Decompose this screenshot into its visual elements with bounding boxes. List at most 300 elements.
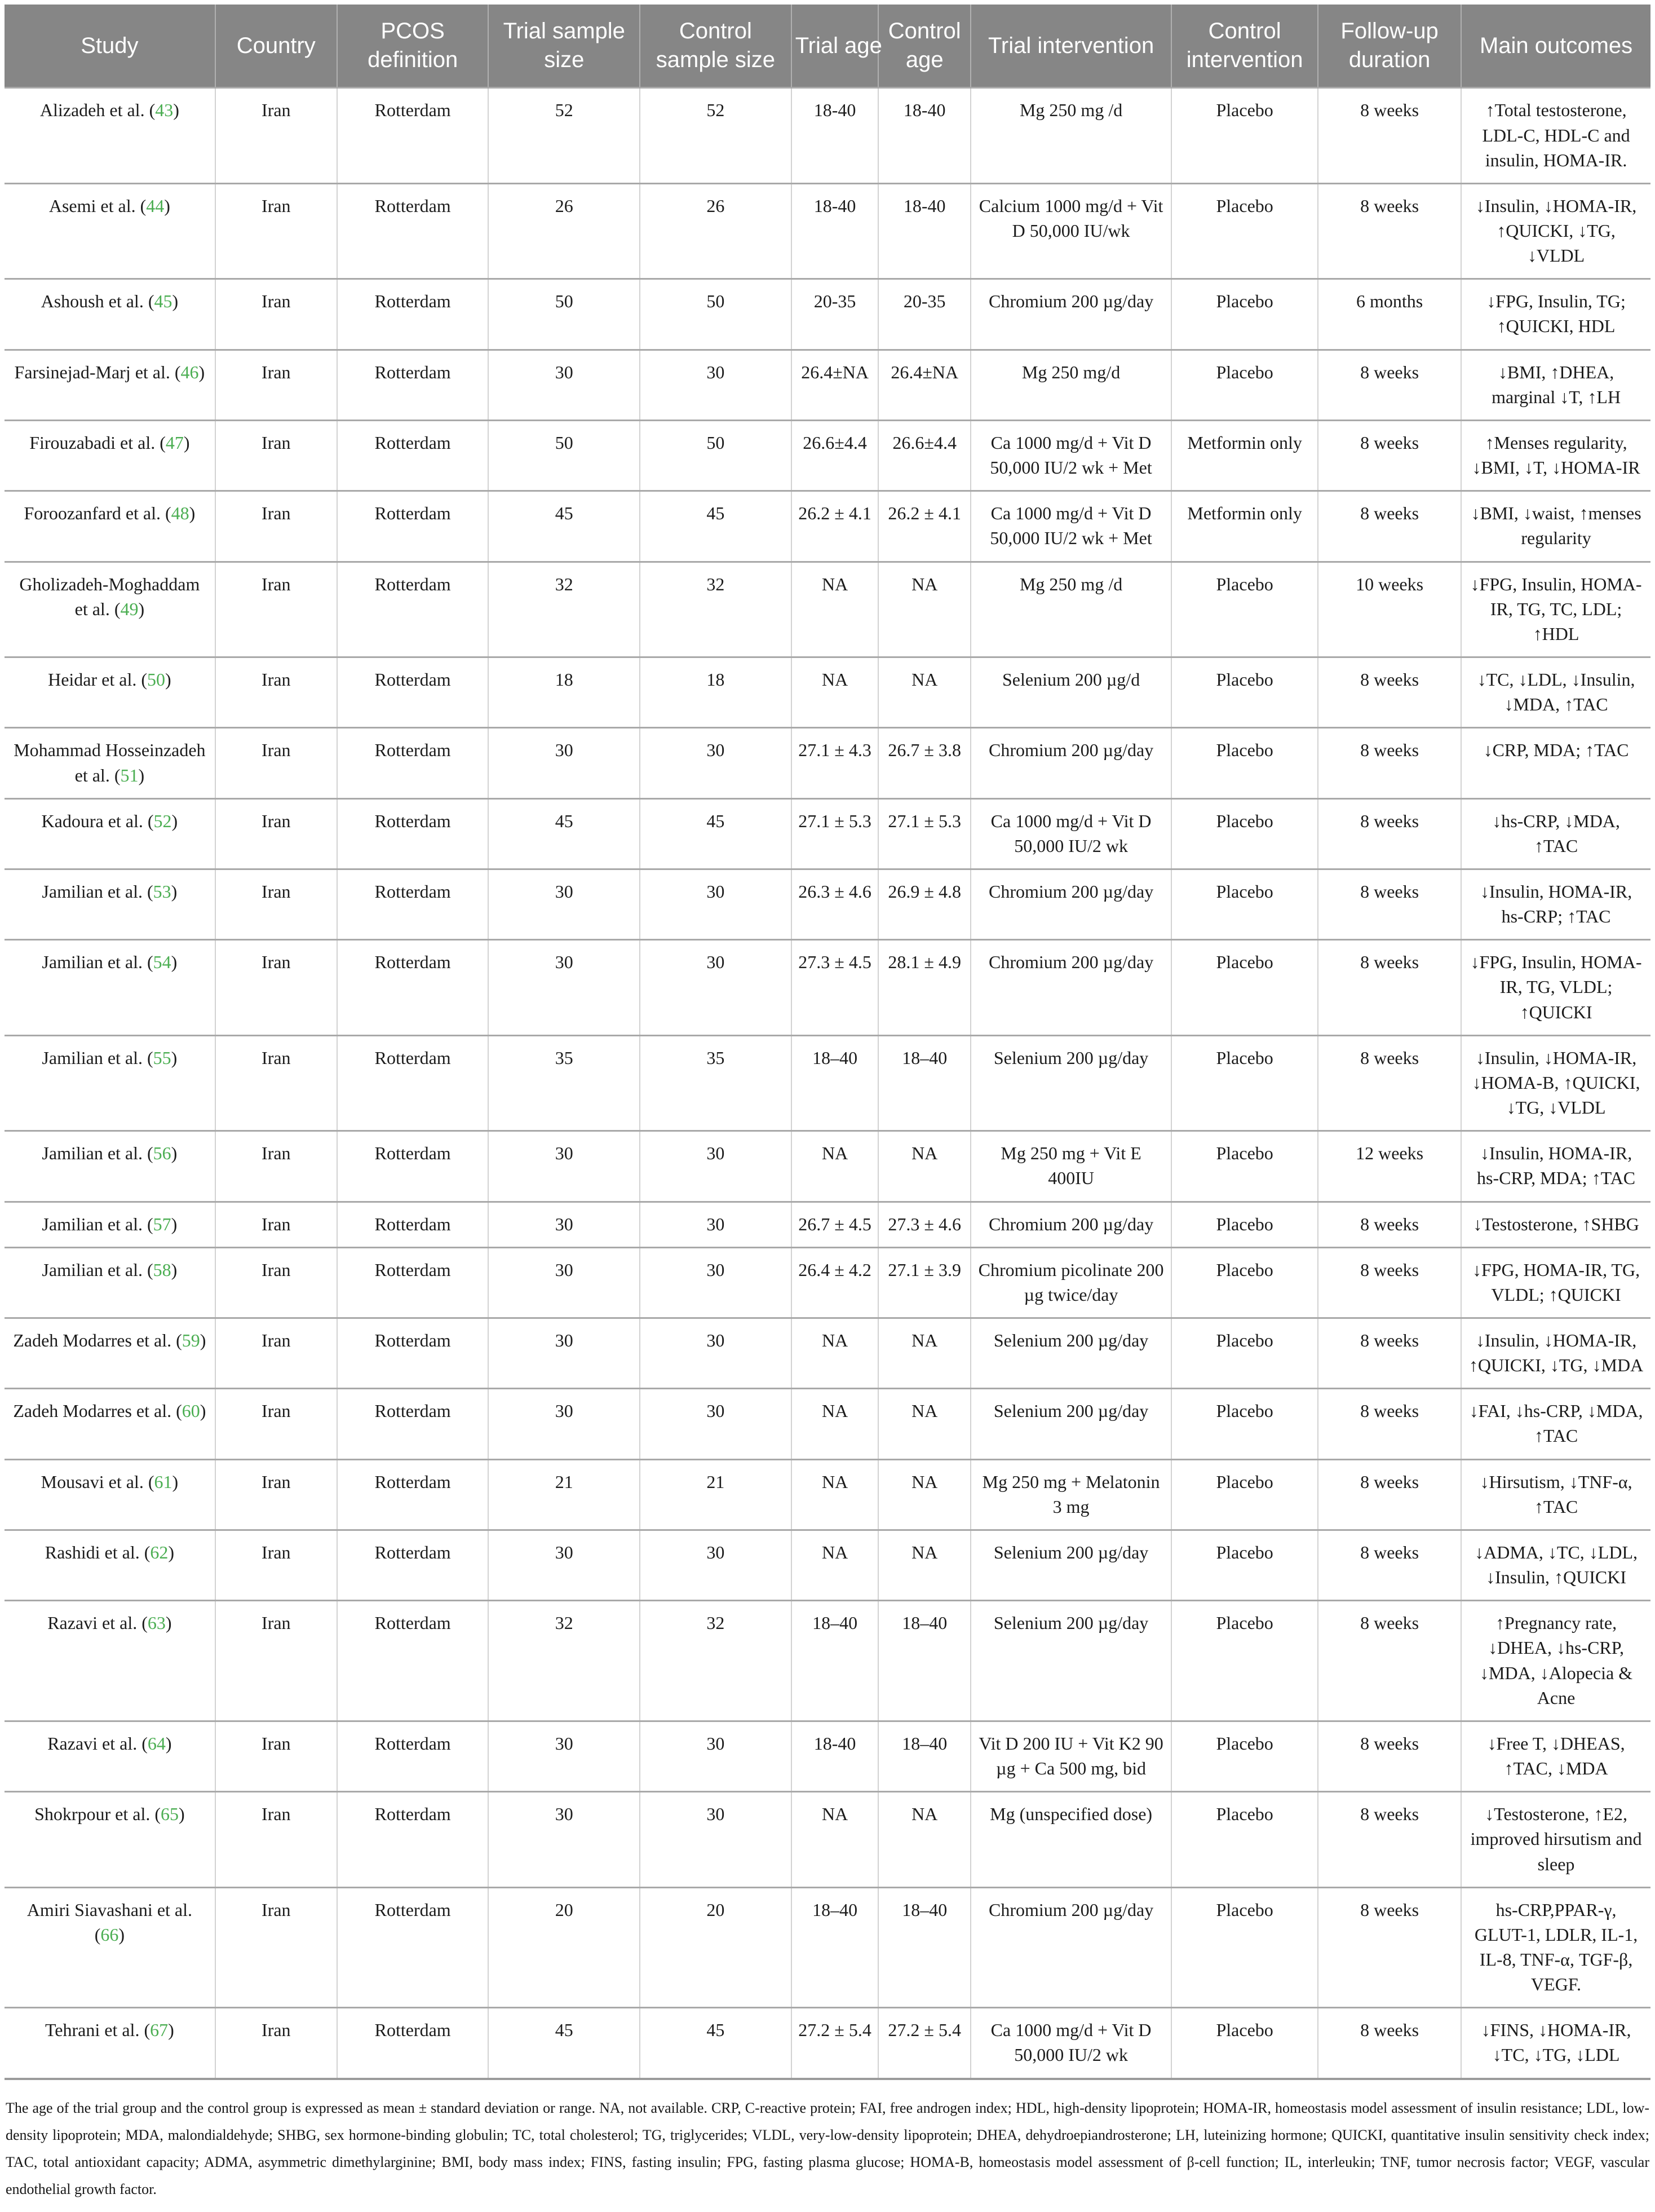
- table-row: [5, 657, 1650, 728]
- trial-intervention-cell: Calcium 1000 mg/d + Vit D 50,000 IU/wk: [971, 183, 1171, 279]
- outcomes-cell: ↓TC, ↓LDL, ↓Insulin, ↓MDA, ↑TAC: [1461, 657, 1650, 728]
- control-n-cell: 30: [640, 1318, 791, 1389]
- control-n-cell: 30: [640, 869, 791, 939]
- trial-age-cell: NA: [791, 1792, 879, 1887]
- column-header-trial-age: Trial age: [791, 5, 879, 88]
- reference-link[interactable]: 66: [100, 1924, 119, 1945]
- reference-link[interactable]: 65: [161, 1804, 179, 1825]
- control-age-cell: NA: [878, 1318, 971, 1389]
- reference-link[interactable]: 54: [153, 952, 171, 973]
- outcomes-cell: ↑Menses regularity, ↓BMI, ↓T, ↓HOMA-IR: [1461, 420, 1650, 491]
- control-age-cell: 18-40: [878, 183, 971, 279]
- table-row: [5, 1247, 1650, 1318]
- followup-cell: 8 weeks: [1318, 1792, 1461, 1887]
- reference-link[interactable]: 50: [147, 669, 165, 690]
- country-cell: Iran: [215, 1601, 337, 1721]
- country-cell: Iran: [215, 1389, 337, 1459]
- table-row: [5, 798, 1650, 869]
- followup-cell: 8 weeks: [1318, 1318, 1461, 1389]
- country-cell: Iran: [215, 1202, 337, 1247]
- outcomes-cell: ↓FINS, ↓HOMA-IR, ↓TC, ↓TG, ↓LDL: [1461, 2008, 1650, 2079]
- table-row: [5, 1721, 1650, 1791]
- reference-link[interactable]: 52: [153, 810, 172, 831]
- control-age-cell: 28.1 ± 4.9: [878, 940, 971, 1035]
- trial-n-cell: 45: [488, 798, 640, 869]
- study-cell: Gholizadeh-Moghaddam et al. (49): [5, 562, 215, 657]
- country-cell: Iran: [215, 1721, 337, 1791]
- trial-age-cell: 18-40: [791, 88, 879, 183]
- control-age-cell: 27.1 ± 3.9: [878, 1247, 971, 1318]
- trial-n-cell: 30: [488, 1389, 640, 1459]
- control-age-cell: 26.4±NA: [878, 350, 971, 420]
- reference-link[interactable]: 59: [182, 1330, 200, 1350]
- outcomes-cell: ↓Insulin, HOMA-IR, hs-CRP; ↑TAC: [1461, 869, 1650, 939]
- table-row: [5, 1389, 1650, 1459]
- followup-cell: 8 weeks: [1318, 1459, 1461, 1530]
- table-row: [5, 1131, 1650, 1202]
- study-cell: Jamilian et al. (53): [5, 869, 215, 939]
- table-header: [5, 5, 1650, 88]
- control-age-cell: 20-35: [878, 279, 971, 350]
- trial-intervention-cell: Selenium 200 µg/d: [971, 657, 1171, 728]
- pcos-definition-cell: Rotterdam: [337, 798, 489, 869]
- control-n-cell: 50: [640, 420, 791, 491]
- pcos-definition-cell: Rotterdam: [337, 1601, 489, 1721]
- trial-age-cell: 27.1 ± 4.3: [791, 728, 879, 798]
- trial-age-cell: 26.6±4.4: [791, 420, 879, 491]
- studies-table: [5, 5, 1650, 2080]
- study-cell: Farsinejad-Marj et al. (46): [5, 350, 215, 420]
- control-n-cell: 20: [640, 1887, 791, 2008]
- trial-age-cell: 27.3 ± 4.5: [791, 940, 879, 1035]
- country-cell: Iran: [215, 279, 337, 350]
- trial-intervention-cell: Selenium 200 µg/day: [971, 1389, 1171, 1459]
- trial-intervention-cell: Vit D 200 IU + Vit K2 90 µg + Ca 500 mg, bid: [971, 1721, 1171, 1791]
- control-n-cell: 30: [640, 940, 791, 1035]
- control-intervention-cell: Placebo: [1171, 2008, 1318, 2079]
- study-cell: Razavi et al. (64): [5, 1721, 215, 1791]
- outcomes-cell: ↓Insulin, ↓HOMA-IR, ↓HOMA-B, ↑QUICKI, ↓TG, ↓VLDL: [1461, 1035, 1650, 1131]
- column-header-study: Study: [5, 5, 215, 88]
- trial-intervention-cell: Chromium 200 µg/day: [971, 1887, 1171, 2008]
- trial-age-cell: 18-40: [791, 183, 879, 279]
- study-cell: Tehrani et al. (67): [5, 2008, 215, 2079]
- trial-n-cell: 30: [488, 1247, 640, 1318]
- control-age-cell: 27.1 ± 5.3: [878, 798, 971, 869]
- table-row: [5, 1202, 1650, 1247]
- trial-n-cell: 30: [488, 1318, 640, 1389]
- trial-intervention-cell: Mg (unspecified dose): [971, 1792, 1171, 1887]
- control-intervention-cell: Placebo: [1171, 798, 1318, 869]
- table-row: [5, 1887, 1650, 2008]
- control-n-cell: 30: [640, 1389, 791, 1459]
- trial-n-cell: 32: [488, 1601, 640, 1721]
- column-header-control-age: Control age: [878, 5, 971, 88]
- trial-age-cell: 26.4 ± 4.2: [791, 1247, 879, 1318]
- table-footnote: The age of the trial group and the control group is expressed as mean ± standard deviation or range. NA, not available. CRP, C-reactive protein; FAI, free androgen index; HDL, high-density lipoprotein; HOMA-IR, homeostasis model assessment of insulin resistance; LDL, low-density lipoprotein; MDA, malondialdehyde; SHBG, sex hormone-binding globulin; TC, total cholesterol; TG, triglycerides; VLDL, very-low-density lipoprotein; DHEA, dehydroepiandrosterone; LH, luteinizing hormone; QUICKI, quantitative insulin sensitivity check index; TAC, total antioxidant capacity; ADMA, asymmetric dimethylarginine; BMI, body mass index; FINS, fasting insulin; FPG, fasting plasma glucose; HOMA-B, homeostasis model assessment of β-cell function; IL, interleukin; TNF, tumor necrosis factor; VEGF, vascular endothelial growth factor.: [6, 2099, 1649, 2197]
- trial-n-cell: 50: [488, 279, 640, 350]
- outcomes-cell: ↓Insulin, ↓HOMA-IR, ↑QUICKI, ↓TG, ↓MDA: [1461, 1318, 1650, 1389]
- country-cell: Iran: [215, 491, 337, 562]
- reference-link[interactable]: 46: [180, 361, 199, 382]
- control-n-cell: 30: [640, 1530, 791, 1600]
- reference-link[interactable]: 47: [165, 432, 184, 453]
- country-cell: Iran: [215, 1792, 337, 1887]
- trial-intervention-cell: Mg 250 mg /d: [971, 88, 1171, 183]
- pcos-definition-cell: Rotterdam: [337, 420, 489, 491]
- trial-intervention-cell: Selenium 200 µg/day: [971, 1318, 1171, 1389]
- pcos-definition-cell: Rotterdam: [337, 657, 489, 728]
- control-age-cell: 26.6±4.4: [878, 420, 971, 491]
- control-age-cell: NA: [878, 1530, 971, 1600]
- outcomes-cell: ↓hs-CRP, ↓MDA, ↑TAC: [1461, 798, 1650, 869]
- country-cell: Iran: [215, 1459, 337, 1530]
- control-intervention-cell: Placebo: [1171, 1131, 1318, 1202]
- trial-intervention-cell: Ca 1000 mg/d + Vit D 50,000 IU/2 wk + Met: [971, 491, 1171, 562]
- study-cell: Zadeh Modarres et al. (60): [5, 1389, 215, 1459]
- trial-n-cell: 26: [488, 183, 640, 279]
- country-cell: Iran: [215, 88, 337, 183]
- study-cell: Mohammad Hosseinzadeh et al. (51): [5, 728, 215, 798]
- trial-n-cell: 30: [488, 1202, 640, 1247]
- study-cell: Zadeh Modarres et al. (59): [5, 1318, 215, 1389]
- control-age-cell: 18-40: [878, 88, 971, 183]
- study-cell: Rashidi et al. (62): [5, 1530, 215, 1600]
- reference-link[interactable]: 56: [153, 1143, 171, 1164]
- followup-cell: 8 weeks: [1318, 1721, 1461, 1791]
- pcos-definition-cell: Rotterdam: [337, 1459, 489, 1530]
- reference-link[interactable]: 43: [155, 100, 174, 121]
- table-header-row: [5, 5, 1650, 88]
- trial-n-cell: 30: [488, 869, 640, 939]
- control-age-cell: NA: [878, 1389, 971, 1459]
- country-cell: Iran: [215, 1247, 337, 1318]
- country-cell: Iran: [215, 869, 337, 939]
- control-intervention-cell: Placebo: [1171, 1318, 1318, 1389]
- study-cell: Jamilian et al. (56): [5, 1131, 215, 1202]
- outcomes-cell: ↓Testosterone, ↑E2, improved hirsutism and sleep: [1461, 1792, 1650, 1887]
- pcos-definition-cell: Rotterdam: [337, 869, 489, 939]
- country-cell: Iran: [215, 2008, 337, 2079]
- outcomes-cell: ↓Hirsutism, ↓TNF-α, ↑TAC: [1461, 1459, 1650, 1530]
- followup-cell: 8 weeks: [1318, 1530, 1461, 1600]
- column-header-follow-up-duration: Follow-up duration: [1318, 5, 1461, 88]
- control-age-cell: 26.7 ± 3.8: [878, 728, 971, 798]
- control-age-cell: 18–40: [878, 1035, 971, 1131]
- control-age-cell: 18–40: [878, 1887, 971, 2008]
- control-age-cell: 18–40: [878, 1601, 971, 1721]
- trial-age-cell: 18-40: [791, 1721, 879, 1791]
- trial-n-cell: 20: [488, 1887, 640, 2008]
- country-cell: Iran: [215, 183, 337, 279]
- column-header-control-sample-size: Control sample size: [640, 5, 791, 88]
- control-intervention-cell: Placebo: [1171, 1792, 1318, 1887]
- trial-n-cell: 21: [488, 1459, 640, 1530]
- reference-link[interactable]: 67: [150, 2020, 169, 2041]
- control-n-cell: 30: [640, 728, 791, 798]
- followup-cell: 8 weeks: [1318, 1887, 1461, 2008]
- country-cell: Iran: [215, 798, 337, 869]
- control-age-cell: NA: [878, 1459, 971, 1530]
- followup-cell: 8 weeks: [1318, 1247, 1461, 1318]
- trial-intervention-cell: Chromium 200 µg/day: [971, 1202, 1171, 1247]
- reference-link[interactable]: 58: [153, 1259, 171, 1280]
- reference-link[interactable]: 49: [120, 598, 139, 619]
- followup-cell: 8 weeks: [1318, 88, 1461, 183]
- trial-n-cell: 30: [488, 1530, 640, 1600]
- study-cell: Asemi et al. (44): [5, 183, 215, 279]
- followup-cell: 8 weeks: [1318, 728, 1461, 798]
- followup-cell: 8 weeks: [1318, 420, 1461, 491]
- outcomes-cell: ↓Insulin, HOMA-IR, hs-CRP, MDA; ↑TAC: [1461, 1131, 1650, 1202]
- reference-link[interactable]: 55: [153, 1047, 171, 1068]
- table-row: [5, 728, 1650, 798]
- followup-cell: 8 weeks: [1318, 1601, 1461, 1721]
- column-header-pcos-definition: PCOS definition: [337, 5, 489, 88]
- outcomes-cell: ↓FPG, Insulin, TG; ↑QUICKI, HDL: [1461, 279, 1650, 350]
- study-cell: Foroozanfard et al. (48): [5, 491, 215, 562]
- country-cell: Iran: [215, 1318, 337, 1389]
- trial-n-cell: 30: [488, 1131, 640, 1202]
- study-cell: Alizadeh et al. (43): [5, 88, 215, 183]
- table-row: [5, 2008, 1650, 2079]
- outcomes-cell: ↓ADMA, ↓TC, ↓LDL, ↓Insulin, ↑QUICKI: [1461, 1530, 1650, 1600]
- trial-age-cell: 20-35: [791, 279, 879, 350]
- control-n-cell: 52: [640, 88, 791, 183]
- trial-age-cell: 26.3 ± 4.6: [791, 869, 879, 939]
- followup-cell: 8 weeks: [1318, 1202, 1461, 1247]
- outcomes-cell: ↓FPG, HOMA-IR, TG, VLDL; ↑QUICKI: [1461, 1247, 1650, 1318]
- pcos-definition-cell: Rotterdam: [337, 183, 489, 279]
- table-row: [5, 350, 1650, 420]
- reference-link[interactable]: 63: [147, 1613, 166, 1633]
- control-intervention-cell: Placebo: [1171, 940, 1318, 1035]
- trial-age-cell: 27.2 ± 5.4: [791, 2008, 879, 2079]
- control-intervention-cell: Metformin only: [1171, 420, 1318, 491]
- trial-intervention-cell: Ca 1000 mg/d + Vit D 50,000 IU/2 wk: [971, 798, 1171, 869]
- table-row: [5, 1792, 1650, 1887]
- reference-link[interactable]: 45: [154, 291, 172, 312]
- pcos-definition-cell: Rotterdam: [337, 1389, 489, 1459]
- table-row: [5, 869, 1650, 939]
- trial-age-cell: NA: [791, 1389, 879, 1459]
- followup-cell: 8 weeks: [1318, 350, 1461, 420]
- study-cell: Jamilian et al. (54): [5, 940, 215, 1035]
- control-n-cell: 26: [640, 183, 791, 279]
- trial-n-cell: 45: [488, 491, 640, 562]
- control-n-cell: 32: [640, 562, 791, 657]
- country-cell: Iran: [215, 1035, 337, 1131]
- study-cell: Firouzabadi et al. (47): [5, 420, 215, 491]
- trial-age-cell: NA: [791, 1131, 879, 1202]
- trial-intervention-cell: Mg 250 mg + Melatonin 3 mg: [971, 1459, 1171, 1530]
- country-cell: Iran: [215, 940, 337, 1035]
- study-cell: Jamilian et al. (57): [5, 1202, 215, 1247]
- pcos-definition-cell: Rotterdam: [337, 2008, 489, 2079]
- control-n-cell: 50: [640, 279, 791, 350]
- table-row: [5, 1459, 1650, 1530]
- trial-age-cell: 18–40: [791, 1601, 879, 1721]
- trial-age-cell: 26.7 ± 4.5: [791, 1202, 879, 1247]
- reference-link[interactable]: 61: [154, 1471, 172, 1492]
- trial-age-cell: NA: [791, 562, 879, 657]
- control-intervention-cell: Placebo: [1171, 869, 1318, 939]
- control-n-cell: 30: [640, 1721, 791, 1791]
- table-row: [5, 88, 1650, 183]
- study-cell: Heidar et al. (50): [5, 657, 215, 728]
- study-cell: Ashoush et al. (45): [5, 279, 215, 350]
- pcos-definition-cell: Rotterdam: [337, 1530, 489, 1600]
- outcomes-cell: ↓CRP, MDA; ↑TAC: [1461, 728, 1650, 798]
- followup-cell: 8 weeks: [1318, 1389, 1461, 1459]
- study-cell: Shokrpour et al. (65): [5, 1792, 215, 1887]
- reference-link[interactable]: 60: [182, 1401, 200, 1421]
- followup-cell: 8 weeks: [1318, 1035, 1461, 1131]
- control-n-cell: 45: [640, 491, 791, 562]
- column-header-main-outcomes: Main outcomes: [1461, 5, 1650, 88]
- column-header-trial-sample-size: Trial sample size: [488, 5, 640, 88]
- country-cell: Iran: [215, 1887, 337, 2008]
- control-intervention-cell: Placebo: [1171, 1389, 1318, 1459]
- followup-cell: 12 weeks: [1318, 1131, 1461, 1202]
- outcomes-cell: ↑Total testosterone, LDL-C, HDL-C and insulin, HOMA-IR.: [1461, 88, 1650, 183]
- trial-intervention-cell: Mg 250 mg + Vit E 400IU: [971, 1131, 1171, 1202]
- pcos-definition-cell: Rotterdam: [337, 1202, 489, 1247]
- outcomes-cell: ↓Free T, ↓DHEAS, ↑TAC, ↓MDA: [1461, 1721, 1650, 1791]
- control-n-cell: 45: [640, 2008, 791, 2079]
- outcomes-cell: ↓FAI, ↓hs-CRP, ↓MDA, ↑TAC: [1461, 1389, 1650, 1459]
- control-intervention-cell: Placebo: [1171, 88, 1318, 183]
- control-age-cell: 18–40: [878, 1721, 971, 1791]
- country-cell: Iran: [215, 1131, 337, 1202]
- control-age-cell: 26.9 ± 4.8: [878, 869, 971, 939]
- trial-intervention-cell: Selenium 200 µg/day: [971, 1035, 1171, 1131]
- trial-age-cell: 26.2 ± 4.1: [791, 491, 879, 562]
- control-age-cell: 27.3 ± 4.6: [878, 1202, 971, 1247]
- control-intervention-cell: Placebo: [1171, 1035, 1318, 1131]
- control-n-cell: 21: [640, 1459, 791, 1530]
- trial-intervention-cell: Ca 1000 mg/d + Vit D 50,000 IU/2 wk: [971, 2008, 1171, 2079]
- reference-link[interactable]: 53: [153, 881, 171, 902]
- table-row: [5, 1035, 1650, 1131]
- pcos-definition-cell: Rotterdam: [337, 1035, 489, 1131]
- control-intervention-cell: Placebo: [1171, 1530, 1318, 1600]
- control-intervention-cell: Placebo: [1171, 1202, 1318, 1247]
- trial-intervention-cell: Selenium 200 µg/day: [971, 1530, 1171, 1600]
- trial-age-cell: 18–40: [791, 1887, 879, 2008]
- country-cell: Iran: [215, 1530, 337, 1600]
- followup-cell: 8 weeks: [1318, 2008, 1461, 2079]
- trial-n-cell: 30: [488, 350, 640, 420]
- pcos-definition-cell: Rotterdam: [337, 940, 489, 1035]
- reference-link[interactable]: 62: [150, 1542, 169, 1562]
- study-cell: Amiri Siavashani et al. (66): [5, 1887, 215, 2008]
- reference-link[interactable]: 44: [146, 195, 165, 216]
- trial-n-cell: 50: [488, 420, 640, 491]
- control-age-cell: 26.2 ± 4.1: [878, 491, 971, 562]
- reference-link[interactable]: 57: [153, 1213, 171, 1234]
- trial-age-cell: 18–40: [791, 1035, 879, 1131]
- followup-cell: 8 weeks: [1318, 798, 1461, 869]
- trial-age-cell: NA: [791, 1530, 879, 1600]
- trial-intervention-cell: Selenium 200 µg/day: [971, 1601, 1171, 1721]
- outcomes-cell: ↓BMI, ↓waist, ↑menses regularity: [1461, 491, 1650, 562]
- pcos-definition-cell: Rotterdam: [337, 279, 489, 350]
- reference-link[interactable]: 51: [120, 765, 139, 785]
- study-cell: Razavi et al. (63): [5, 1601, 215, 1721]
- trial-n-cell: 32: [488, 562, 640, 657]
- control-n-cell: 30: [640, 1792, 791, 1887]
- table-row: [5, 491, 1650, 562]
- control-age-cell: NA: [878, 1792, 971, 1887]
- followup-cell: 6 months: [1318, 279, 1461, 350]
- control-intervention-cell: Placebo: [1171, 1887, 1318, 2008]
- pcos-definition-cell: Rotterdam: [337, 1792, 489, 1887]
- table-row: [5, 1601, 1650, 1721]
- reference-link[interactable]: 64: [147, 1733, 166, 1754]
- country-cell: Iran: [215, 657, 337, 728]
- trial-n-cell: 30: [488, 728, 640, 798]
- outcomes-cell: ↓FPG, Insulin, HOMA-IR, TG, TC, LDL; ↑HDL: [1461, 562, 1650, 657]
- table-row: [5, 562, 1650, 657]
- pcos-definition-cell: Rotterdam: [337, 1247, 489, 1318]
- pcos-definition-cell: Rotterdam: [337, 491, 489, 562]
- trial-age-cell: NA: [791, 657, 879, 728]
- followup-cell: 8 weeks: [1318, 869, 1461, 939]
- outcomes-cell: ↓Testosterone, ↑SHBG: [1461, 1202, 1650, 1247]
- control-n-cell: 30: [640, 1202, 791, 1247]
- study-cell: Mousavi et al. (61): [5, 1459, 215, 1530]
- control-intervention-cell: Placebo: [1171, 562, 1318, 657]
- control-age-cell: NA: [878, 657, 971, 728]
- pcos-definition-cell: Rotterdam: [337, 562, 489, 657]
- column-header-control-intervention: Control intervention: [1171, 5, 1318, 88]
- control-age-cell: NA: [878, 562, 971, 657]
- trial-n-cell: 18: [488, 657, 640, 728]
- control-n-cell: 30: [640, 1247, 791, 1318]
- trial-age-cell: 27.1 ± 5.3: [791, 798, 879, 869]
- trial-intervention-cell: Chromium 200 µg/day: [971, 279, 1171, 350]
- outcomes-cell: ↓BMI, ↑DHEA, marginal ↓T, ↑LH: [1461, 350, 1650, 420]
- country-cell: Iran: [215, 420, 337, 491]
- trial-n-cell: 35: [488, 1035, 640, 1131]
- trial-n-cell: 30: [488, 1721, 640, 1791]
- trial-n-cell: 52: [488, 88, 640, 183]
- pcos-definition-cell: Rotterdam: [337, 1318, 489, 1389]
- followup-cell: 8 weeks: [1318, 657, 1461, 728]
- country-cell: Iran: [215, 728, 337, 798]
- reference-link[interactable]: 48: [171, 503, 189, 524]
- pcos-definition-cell: Rotterdam: [337, 1721, 489, 1791]
- pcos-definition-cell: Rotterdam: [337, 728, 489, 798]
- control-n-cell: 35: [640, 1035, 791, 1131]
- outcomes-cell: ↓FPG, Insulin, HOMA-IR, TG, VLDL; ↑QUICKI: [1461, 940, 1650, 1035]
- table-row: [5, 279, 1650, 350]
- column-header-country: Country: [215, 5, 337, 88]
- trial-n-cell: 45: [488, 2008, 640, 2079]
- outcomes-cell: ↓Insulin, ↓HOMA-IR, ↑QUICKI, ↓TG, ↓VLDL: [1461, 183, 1650, 279]
- trial-intervention-cell: Chromium 200 µg/day: [971, 940, 1171, 1035]
- trial-n-cell: 30: [488, 1792, 640, 1887]
- outcomes-cell: ↑Pregnancy rate, ↓DHEA, ↓hs-CRP, ↓MDA, ↓Alopecia & Acne: [1461, 1601, 1650, 1721]
- trial-intervention-cell: Chromium picolinate 200 µg twice/day: [971, 1247, 1171, 1318]
- followup-cell: 8 weeks: [1318, 183, 1461, 279]
- pcos-definition-cell: Rotterdam: [337, 1131, 489, 1202]
- trial-n-cell: 30: [488, 940, 640, 1035]
- outcomes-cell: hs-CRP,PPAR-γ, GLUT-1, LDLR, IL-1, IL-8, TNF-α, TGF-β, VEGF.: [1461, 1887, 1650, 2008]
- control-intervention-cell: Placebo: [1171, 1459, 1318, 1530]
- table-body: [5, 88, 1650, 2079]
